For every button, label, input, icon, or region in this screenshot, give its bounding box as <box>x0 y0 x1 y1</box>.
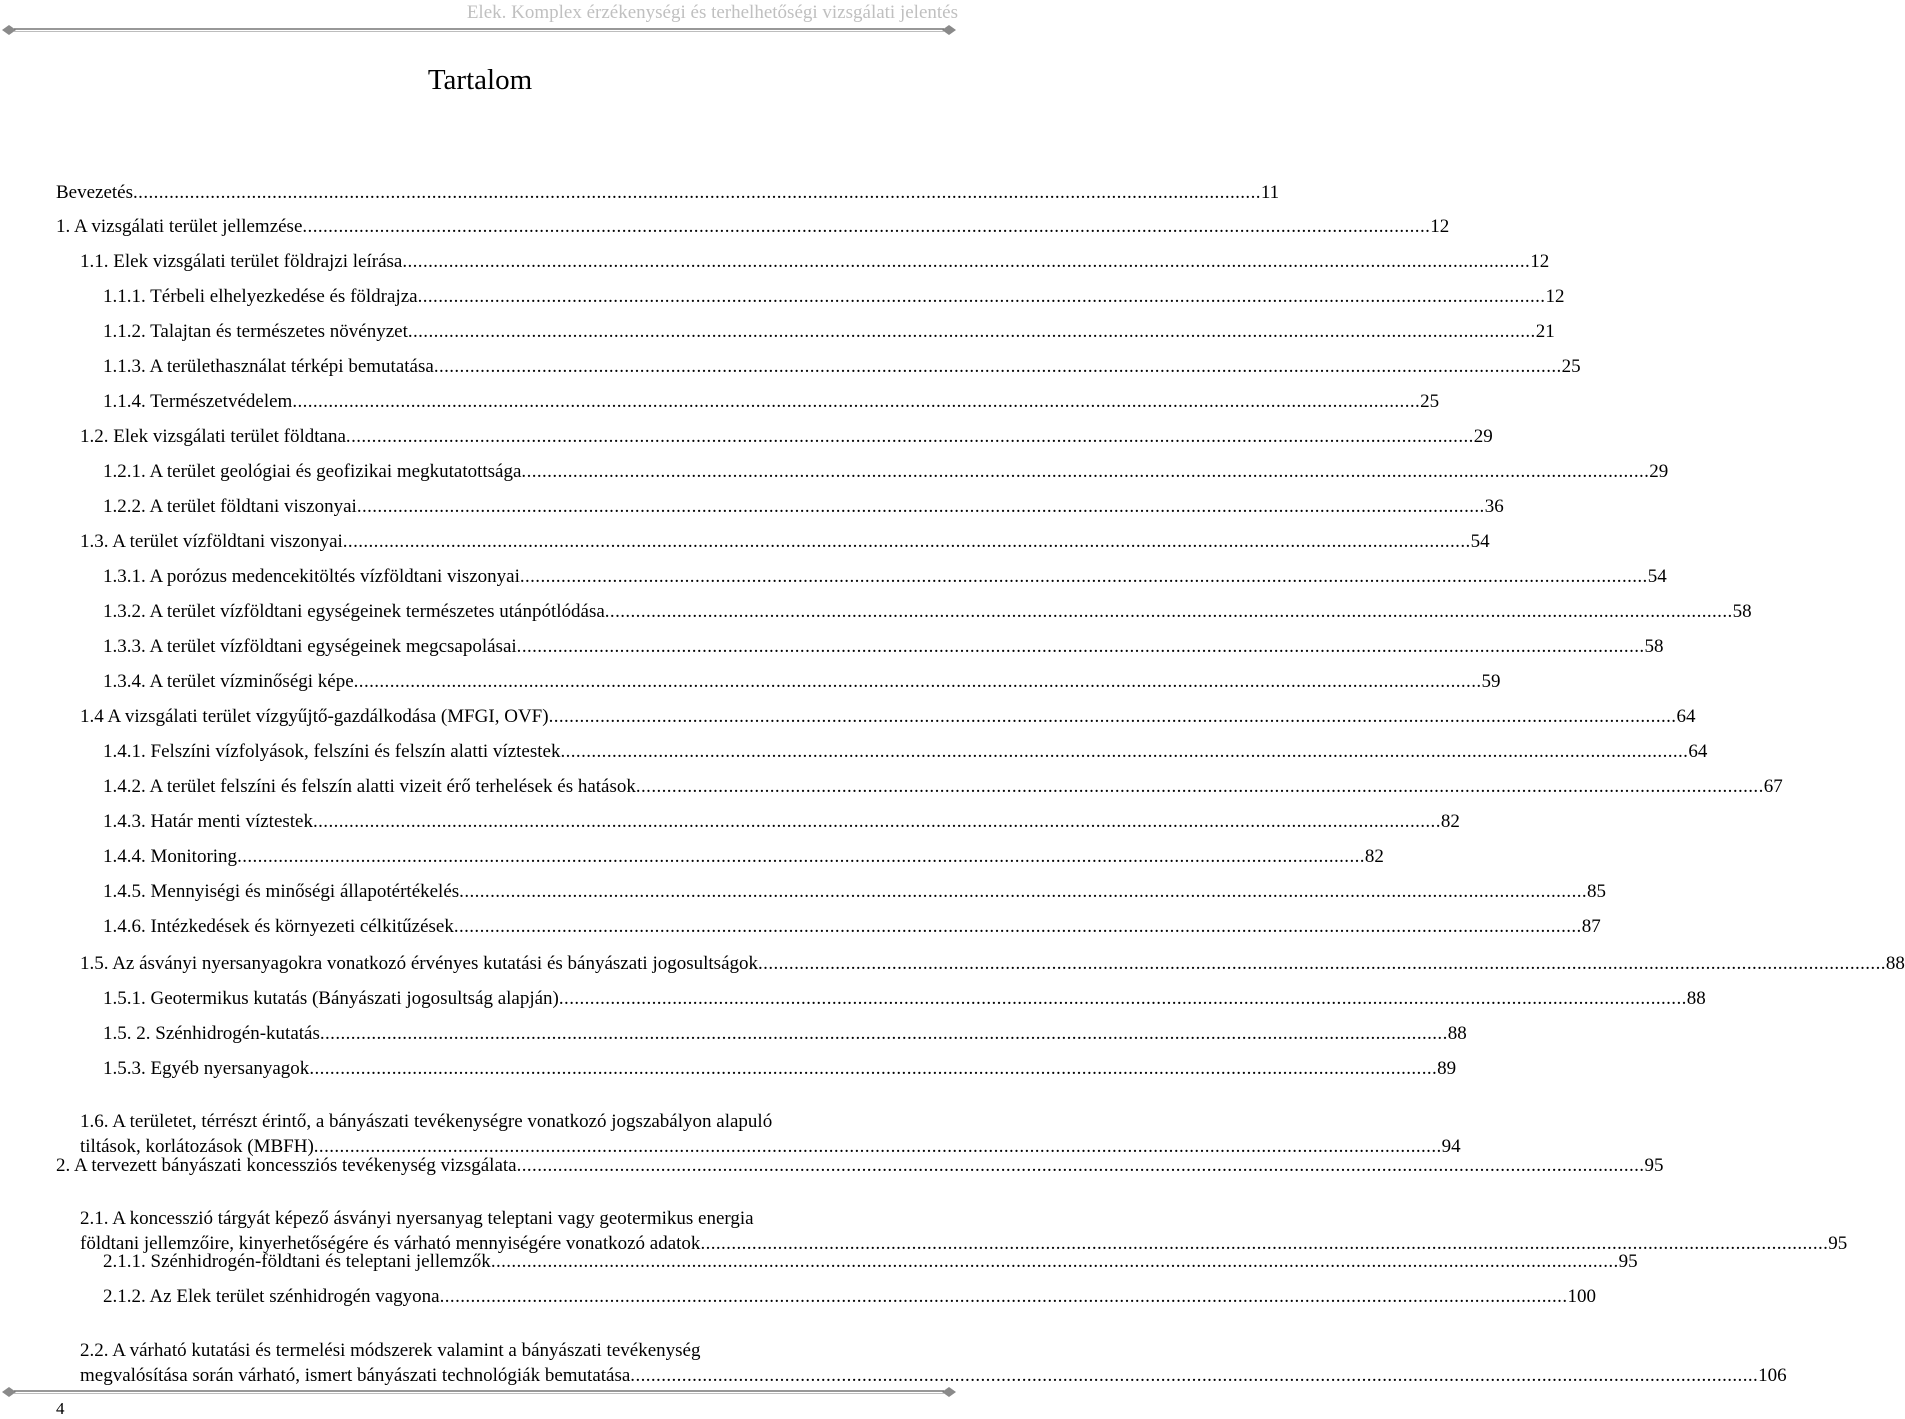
toc-entry[interactable] <box>0 213 1450 241</box>
toc-page-number: 67 <box>1763 776 1783 797</box>
toc-entry-text: 1.3.3. A terület vízföldtani egységeinek megcsapolásai <box>103 636 517 657</box>
toc-dot-leader: ........................................................................................................................................................................................................................... <box>700 1233 1829 1254</box>
toc-entry-text: 1.5. Az ásványi nyersanyagokra vonatkozó érvényes kutatási és bányászati jogosultságok <box>80 953 759 974</box>
toc-entry-text: 1.4.1. Felszíni vízfolyások, felszíni és felszín alatti víztestek <box>103 741 561 762</box>
toc-page-number: 58 <box>1644 636 1664 657</box>
toc-entry-text: 1.6. A területet, térrészt érintő, a bányászati tevékenységre vonatkozó jogszabályon alapuló <box>80 1111 773 1132</box>
toc-page-number: 11 <box>1260 182 1280 203</box>
toc-entry[interactable] <box>0 598 1752 626</box>
toc-entry[interactable] <box>0 248 1550 276</box>
toc-entry-row <box>56 213 1450 241</box>
toc-entry-row <box>103 353 1581 381</box>
toc-page-number: 64 <box>1676 706 1696 727</box>
toc-entry[interactable] <box>0 1152 1664 1180</box>
toc-entry-text: 1.1. Elek vizsgálati terület földrajzi leírása <box>80 251 403 272</box>
toc-entry[interactable] <box>0 1020 1467 1048</box>
toc-entry-text: 1.3.4. A terület vízminőségi képe <box>103 671 354 692</box>
toc-dot-leader: ........................................................................................................................................................................................................................... <box>402 251 1531 272</box>
toc-entry-row <box>103 458 1669 486</box>
toc-entry-row <box>103 1055 1457 1083</box>
toc-entry-row <box>80 703 1696 731</box>
toc-page-number: 82 <box>1440 811 1460 832</box>
toc-page-number: 95 <box>1644 1155 1664 1176</box>
toc-dot-leader: ........................................................................................................................................................................................................................... <box>604 601 1733 622</box>
toc-dot-leader: ........................................................................................................................................................................................................................... <box>630 1365 1759 1386</box>
toc-dot-leader: ........................................................................................................................................................................................................................... <box>560 741 1689 762</box>
toc-entry-row <box>103 388 1440 416</box>
toc-entry-row <box>103 773 1783 801</box>
toc-entry-text: 1.1.1. Térbeli elhelyezkedése és földrajza <box>103 286 418 307</box>
toc-entry-first-line <box>0 1205 960 1233</box>
toc-dot-leader: ........................................................................................................................................................................................................................... <box>459 881 1588 902</box>
toc-entry[interactable] <box>0 283 1565 311</box>
toc-entry-row <box>80 950 1905 978</box>
toc-entry[interactable] <box>0 668 1501 696</box>
toc-entry[interactable] <box>0 843 1384 871</box>
toc-page-number: 36 <box>1484 496 1504 517</box>
toc-entry-row <box>103 318 1555 346</box>
toc-entry-text: földtani jellemzőire, kinyerhetőségére és várható mennyiségére vonatkozó adatok <box>80 1233 701 1254</box>
toc-dot-leader: ........................................................................................................................................................................................................................... <box>433 356 1562 377</box>
toc-entry-row <box>56 1152 1664 1180</box>
toc-entry[interactable] <box>0 1362 1787 1390</box>
toc-entry-text: 1.2.2. A terület földtani viszonyai <box>103 496 357 517</box>
toc-entry-row <box>80 423 1493 451</box>
toc-page-number: 54 <box>1470 531 1490 552</box>
toc-dot-leader: ........................................................................................................................................................................................................................... <box>342 531 1471 552</box>
toc-entry[interactable] <box>0 493 1504 521</box>
toc-dot-leader: ........................................................................................................................................................................................................................... <box>356 496 1485 517</box>
toc-page-number: 21 <box>1535 321 1555 342</box>
toc-entry-text: tiltások, korlátozások (MBFH) <box>80 1136 314 1157</box>
toc-entry-first-line <box>0 1108 960 1136</box>
toc-dot-leader: ........................................................................................................................................................................................................................... <box>302 216 1431 237</box>
toc-entry-text: 2.1.1. Szénhidrogén-földtani és teleptani jellemzők <box>103 1251 491 1272</box>
toc-page-number: 29 <box>1649 461 1669 482</box>
toc-entry[interactable] <box>0 458 1669 486</box>
toc-entry-row <box>103 1248 1638 1276</box>
running-header: Elek. Komplex érzékenységi és terhelhetőségi vizsgálati jelentés <box>466 2 958 23</box>
toc-dot-leader: ........................................................................................................................................................................................................................... <box>345 426 1474 447</box>
toc-entry[interactable] <box>0 528 1490 556</box>
toc-entry[interactable] <box>0 388 1440 416</box>
toc-entry-row <box>103 878 1607 906</box>
toc-entry[interactable] <box>0 353 1581 381</box>
toc-entry[interactable] <box>0 1248 1638 1276</box>
toc-page-number: 58 <box>1732 601 1752 622</box>
toc-page-number: 64 <box>1688 741 1708 762</box>
toc-entry-row <box>103 1283 1596 1311</box>
toc-entry[interactable] <box>0 808 1460 836</box>
toc-page-number: 95 <box>1828 1233 1848 1254</box>
toc-page-number: 85 <box>1587 881 1607 902</box>
toc-entry-text: 1.4.2. A terület felszíni és felszín alatti vizeit érő terhelések és hatások <box>103 776 636 797</box>
toc-entry[interactable] <box>0 423 1493 451</box>
toc-entry-text: 1.4.3. Határ menti víztestek <box>103 811 313 832</box>
toc-entry-row <box>103 598 1752 626</box>
toc-entry-text: 1.1.3. A területhasználat térképi bemutatása <box>103 356 434 377</box>
toc-entry[interactable] <box>0 703 1696 731</box>
toc-entry[interactable] <box>0 1055 1457 1083</box>
toc-entry-text: 1.3.1. A porózus medencekitöltés vízföldtani viszonyai <box>103 566 520 587</box>
toc-entry-text: 1.5.1. Geotermikus kutatás (Bányászati jogosultság alapján) <box>103 988 559 1009</box>
toc-entry-text: 1.5.3. Egyéb nyersanyagok <box>103 1058 310 1079</box>
toc-entry-row <box>103 1020 1467 1048</box>
toc-dot-leader: ........................................................................................................................................................................................................................... <box>407 321 1536 342</box>
toc-dot-leader: ........................................................................................................................................................................................................................... <box>490 1251 1619 1272</box>
toc-dot-leader: ........................................................................................................................................................................................................................... <box>237 846 1365 867</box>
toc-dot-leader: ........................................................................................................................................................................................................................... <box>313 811 1441 832</box>
toc-entry-text: 2.2. A várható kutatási és termelési módszerek valamint a bányászati tevékenység <box>80 1340 701 1361</box>
toc-page-number: 29 <box>1473 426 1493 447</box>
toc-entry-text: 1.4 A vizsgálati terület vízgyűjtő-gazdálkodása (MFGI, OVF) <box>80 706 549 727</box>
toc-entry-text: 2.1. A koncesszió tárgyát képező ásványi nyersanyag teleptani vagy geotermikus energia <box>80 1208 754 1229</box>
toc-entry[interactable] <box>0 985 1706 1013</box>
toc-entry-text: 1.2. Elek vizsgálati terület földtana <box>80 426 346 447</box>
footer-rule <box>2 1387 956 1397</box>
toc-entry[interactable] <box>0 878 1607 906</box>
toc-dot-leader: ........................................................................................................................................................................................................................... <box>133 182 1261 203</box>
toc-dot-leader: ........................................................................................................................................................................................................................... <box>292 391 1421 412</box>
toc-dot-leader: ........................................................................................................................................................................................................................... <box>516 636 1645 657</box>
toc-title: Tartalom <box>427 64 533 96</box>
toc-page-number: 88 <box>1885 953 1905 974</box>
toc-page-number: 88 <box>1447 1023 1467 1044</box>
toc-page-number: 89 <box>1437 1058 1457 1079</box>
toc-entry-text: 1.4.5. Mennyiségi és minőségi állapotértékelés <box>103 881 460 902</box>
toc-page-number: 12 <box>1430 216 1450 237</box>
toc-dot-leader: ........................................................................................................................................................................................................................... <box>439 1286 1568 1307</box>
toc-entry-text: 1.1.2. Talajtan és természetes növényzet <box>103 321 408 342</box>
toc-entry-first-line <box>0 1337 960 1365</box>
toc-entry-text: 1.2.1. A terület geológiai és geofizikai megkutatottsága <box>103 461 522 482</box>
toc-entry-row <box>103 913 1601 941</box>
toc-dot-leader: ........................................................................................................................................................................................................................... <box>417 286 1546 307</box>
toc-page-number: 12 <box>1530 251 1550 272</box>
toc-dot-leader: ........................................................................................................................................................................................................................... <box>758 953 1886 974</box>
toc-entry[interactable] <box>0 1283 1596 1311</box>
toc-entry-text: Bevezetés <box>56 182 134 203</box>
toc-page-number: 94 <box>1441 1136 1461 1157</box>
toc-dot-leader: ........................................................................................................................................................................................................................... <box>558 988 1687 1009</box>
toc-dot-leader: ........................................................................................................................................................................................................................... <box>453 916 1582 937</box>
toc-entry-text: 1.3.2. A terület vízföldtani egységeinek természetes utánpótlódása <box>103 601 605 622</box>
toc-entry-text: 1.3. A terület vízföldtani viszonyai <box>80 531 343 552</box>
toc-page-number: 12 <box>1545 286 1565 307</box>
toc-entry[interactable] <box>0 318 1555 346</box>
toc-entry-row <box>103 283 1565 311</box>
toc-page-number: 54 <box>1647 566 1667 587</box>
toc-entry[interactable] <box>0 950 1905 978</box>
toc-entry[interactable] <box>0 563 1667 591</box>
toc-entry[interactable] <box>0 633 1664 661</box>
toc-page-number: 87 <box>1581 916 1601 937</box>
toc-page-number: 82 <box>1364 846 1384 867</box>
toc-page-number: 106 <box>1758 1365 1787 1386</box>
toc-entry-row <box>103 985 1706 1013</box>
toc-entry-text: 1.1.4. Természetvédelem <box>103 391 293 412</box>
toc-entry-row <box>103 843 1384 871</box>
header-rule <box>2 25 956 35</box>
toc-entry-row <box>103 633 1664 661</box>
page-number: 4 <box>56 1399 65 1418</box>
toc-entry-row <box>103 563 1667 591</box>
toc-page-number: 100 <box>1567 1286 1596 1307</box>
toc-entry-text: 1. A vizsgálati terület jellemzése <box>56 216 303 237</box>
toc-dot-leader: ........................................................................................................................................................................................................................... <box>319 1023 1448 1044</box>
toc-entry-row <box>80 528 1490 556</box>
toc-entry-text: 1.4.4. Monitoring <box>103 846 238 867</box>
toc-entry[interactable] <box>0 179 1280 207</box>
toc-entry-row <box>80 1362 1787 1390</box>
toc-entry-text: 2.1.2. Az Elek terület szénhidrogén vagyona <box>103 1286 440 1307</box>
toc-page-number: 95 <box>1618 1251 1638 1272</box>
toc-page-number: 59 <box>1481 671 1501 692</box>
toc-entry[interactable] <box>0 738 1708 766</box>
toc-dot-leader: ........................................................................................................................................................................................................................... <box>309 1058 1438 1079</box>
toc-entry-row <box>103 493 1504 521</box>
toc-dot-leader: ........................................................................................................................................................................................................................... <box>516 1155 1645 1176</box>
toc-entry-text: 1.5. 2. Szénhidrogén-kutatás <box>103 1023 320 1044</box>
toc-entry[interactable] <box>0 773 1783 801</box>
toc-entry-row <box>103 738 1708 766</box>
toc-page-number: 88 <box>1686 988 1706 1009</box>
toc-dot-leader: ........................................................................................................................................................................................................................... <box>521 461 1650 482</box>
toc-dot-leader: ........................................................................................................................................................................................................................... <box>519 566 1648 587</box>
toc-entry-row <box>80 248 1550 276</box>
toc-entry-text: 1.4.6. Intézkedések és környezeti célkitűzések <box>103 916 454 937</box>
toc-entry-text: megvalósítása során várható, ismert bányászati technológiák bemutatása <box>80 1365 631 1386</box>
toc-entry-text: 2. A tervezett bányászati koncessziós tevékenység vizsgálata <box>56 1155 517 1176</box>
toc-entry-row <box>103 668 1501 696</box>
toc-entry-row <box>56 179 1280 207</box>
toc-dot-leader: ........................................................................................................................................................................................................................... <box>353 671 1482 692</box>
toc-dot-leader: ........................................................................................................................................................................................................................... <box>313 1136 1442 1157</box>
toc-dot-leader: ........................................................................................................................................................................................................................... <box>548 706 1677 727</box>
toc-entry[interactable] <box>0 913 1601 941</box>
toc-page-number: 25 <box>1561 356 1581 377</box>
toc-entry-row <box>103 808 1460 836</box>
toc-page-number: 25 <box>1420 391 1440 412</box>
toc-dot-leader: ........................................................................................................................................................................................................................... <box>635 776 1764 797</box>
